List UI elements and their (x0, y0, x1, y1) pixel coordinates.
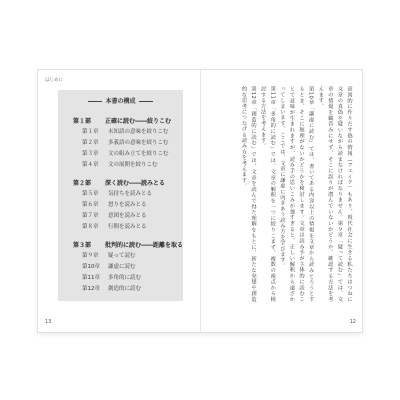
chapter-title: 文の組み立てを絞りこむ (108, 151, 169, 157)
chapter-entry (73, 138, 178, 149)
toc-title (58, 96, 183, 105)
part-title: 批判的に読む――距離を取る (105, 242, 184, 249)
toc-part-2 (73, 178, 178, 233)
chapter-label: 第10章 (82, 264, 100, 270)
right-page (200, 70, 363, 332)
title-dash-right (139, 101, 153, 102)
toc-part-1 (73, 116, 178, 171)
chapter-entry (73, 211, 178, 222)
title-dash-left (88, 101, 102, 102)
chapter-title: 多義語の意味を絞りこむ (108, 140, 169, 146)
chapter-title: 意図を読みとる (108, 213, 147, 219)
chapter-title: 未知語の意味を絞りこむ (108, 129, 169, 135)
chapter-entry (73, 251, 178, 262)
chapter-label: 第５章 (82, 191, 99, 197)
chapter-label: 第２章 (82, 140, 99, 146)
chapter-title: 行間を読みとる (108, 224, 147, 230)
chapter-entry (73, 262, 178, 273)
chapter-label: 第９章 (82, 253, 99, 259)
chapter-label: 第３章 (82, 151, 99, 157)
book-spread (38, 70, 362, 332)
toc-title-text: 本書の構成 (105, 98, 136, 105)
vertical-body-text (211, 86, 353, 302)
page-number: 12 (349, 319, 356, 325)
running-header: はじめに (45, 78, 63, 83)
toc-part-3 (73, 240, 184, 295)
part-label: 第１部 (73, 118, 92, 125)
chapter-entry (73, 200, 178, 211)
chapter-title: 謙虚に読む (108, 264, 136, 270)
chapter-title: 創造的に読む (108, 286, 142, 292)
chapter-title: 文の展開を絞りこむ (108, 162, 158, 168)
chapter-label: 第４章 (82, 162, 99, 168)
chapter-title: 怒りを読みとる (108, 202, 147, 208)
chapter-title: 疑って読む (108, 253, 136, 259)
part-label: 第２部 (73, 180, 92, 187)
paragraph: 意図的に作りだす偽の情報（フェイク）もあり、現代社会に生きる私たちはつねに文章の真偽を疑いながら読まなければなりません。第９章「疑って読む」では、文章の情報を鵜呑みにせず、そこに誤りが潜んでいないかどうか、確認する方法を考えます。 (317, 86, 352, 302)
part-heading (73, 116, 178, 127)
part-title: 深く読む――読みとる (105, 180, 166, 187)
chapter-label: 第７章 (82, 213, 99, 219)
part-heading (73, 178, 178, 189)
chapter-entry (73, 160, 178, 171)
paragraph: 第10章「謙虚に読む」では、書いてある内容以上の情報を文章から読みとろうとするとき、そこに無理がないかどうかを検討します。文章は読み手が主体的に読むことで意味が生まれますが、読み手の思いこみが強すぎると、正しい解釈から遠ざかってしまいます。ここでは、文章に謙虚に向きあう読み方を学びます。 (278, 86, 314, 302)
chapter-entry (73, 189, 178, 200)
chapter-entry (73, 149, 178, 160)
part-label: 第３部 (73, 242, 92, 249)
page-number: 13 (45, 319, 52, 325)
chapter-entry (73, 127, 178, 138)
chapter-title: 気持ちを読みとる (108, 191, 153, 197)
part-title: 正確に読む――絞りこむ (105, 118, 172, 125)
part-heading (73, 240, 184, 251)
chapter-label: 第12章 (82, 286, 100, 292)
chapter-label: 第６章 (82, 202, 99, 208)
chapter-label: 第８章 (82, 224, 99, 230)
chapter-label: 第１章 (82, 129, 99, 135)
toc-box (58, 90, 183, 301)
chapter-label: 第11章 (82, 275, 100, 281)
left-page (38, 70, 200, 332)
chapter-entry (73, 284, 178, 295)
chapter-entry (73, 222, 178, 233)
chapter-entry (73, 273, 178, 284)
paragraph: 第12章「創造的に読む」では、文章を読んで得た理解をもとに、新たな発想や創造的な思考につなげる読み方を考えます。 (240, 86, 257, 302)
chapter-title: 多角的に読む (108, 275, 142, 281)
paragraph: 第11章「多角的に読む」では、文章の解釈を一つに絞りこまず、複数の視点から検討する方法を考えます。 (259, 86, 276, 302)
